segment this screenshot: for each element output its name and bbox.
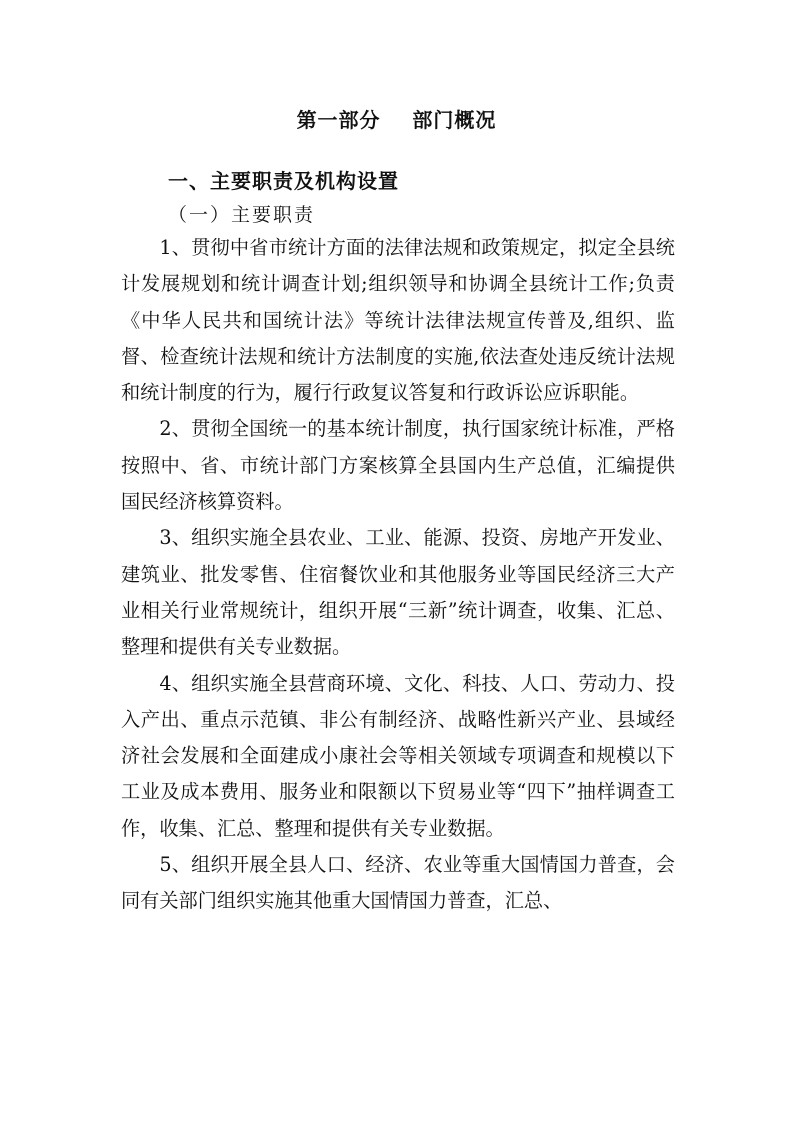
paragraph-2: 2、贯彻全国统一的基本统计制度，执行国家统计标准，严格按照中、省、市统计部门方案核算全县国内生产总值，汇编提供国民经济核算资料。 xyxy=(121,417,675,514)
body-text xyxy=(121,230,675,920)
subsection-title: （一）主要职责 xyxy=(168,204,316,226)
paragraph-4: 4、组织实施全县营商环境、文化、科技、人口、劳动力、投入产出、重点示范镇、非公有制经济、战略性新兴产业、县域经济社会发展和全面建成小康社会等相关领域专项调查和规模以下工业及成本费用、服务业和限额以下贸易业等“四下”抽样调查工作，收集、汇总、整理和提供有关专业数据。 xyxy=(121,671,675,840)
paragraph-1: 1、贯彻中省市统计方面的法律法规和政策规定，拟定全县统计发展规划和统计调查计划;组织领导和协调全县统计工作;负责《中华人民共和国统计法》等统计法律法规宣传普及,组织、监督、检查统计法规和统计方法制度的实施,依法查处违反统计法规和统计制度的行为，履行行政复议答复和行政诉讼应诉职能。 xyxy=(121,236,675,405)
section-title: 一、主要职责及机构设置 xyxy=(168,169,399,193)
part-title: 第一部分 部门概况 xyxy=(296,108,497,132)
paragraph-3: 3、组织实施全县农业、工业、能源、投资、房地产开发业、建筑业、批发零售、住宿餐饮业和其他服务业等国民经济三大产业相关行业常规统计，组织开展“三新”统计调查，收集、汇总、整理和提供有关专业数据。 xyxy=(121,526,675,659)
paragraph-5: 5、组织开展全县人口、经济、农业等重大国情国力普查，会同有关部门组织实施其他重大国情国力普查，汇总、 xyxy=(121,853,675,913)
